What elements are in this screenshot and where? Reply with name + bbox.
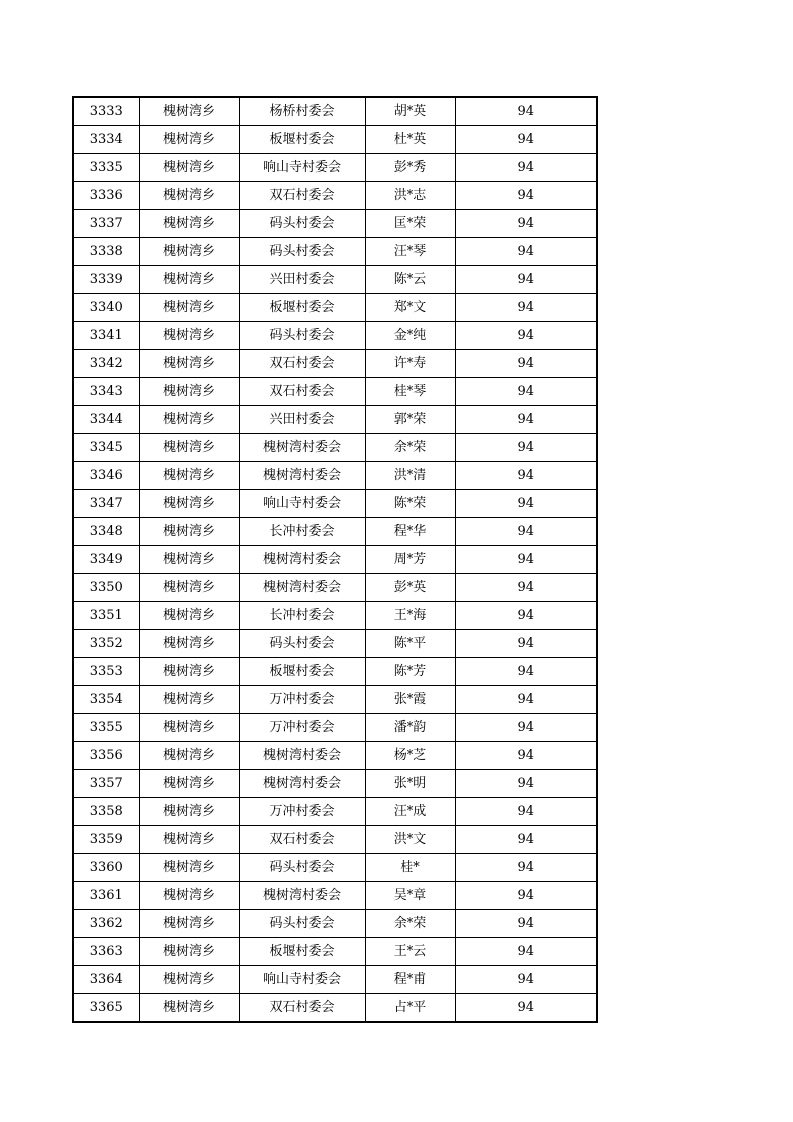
village-committee-cell: 万冲村委会 bbox=[239, 686, 365, 714]
score-cell: 94 bbox=[455, 770, 597, 798]
score-cell: 94 bbox=[455, 126, 597, 154]
score-cell: 94 bbox=[455, 798, 597, 826]
table-row bbox=[73, 966, 597, 994]
township-cell: 槐树湾乡 bbox=[139, 938, 239, 966]
township-cell: 槐树湾乡 bbox=[139, 182, 239, 210]
village-committee-cell: 万冲村委会 bbox=[239, 714, 365, 742]
township-cell: 槐树湾乡 bbox=[139, 602, 239, 630]
table-row bbox=[73, 294, 597, 322]
row-number-cell: 3344 bbox=[73, 406, 139, 434]
township-cell: 槐树湾乡 bbox=[139, 910, 239, 938]
village-committee-cell: 响山寺村委会 bbox=[239, 490, 365, 518]
table-row bbox=[73, 182, 597, 210]
person-name-cell: 陈*芳 bbox=[365, 658, 455, 686]
row-number-cell: 3352 bbox=[73, 630, 139, 658]
township-cell: 槐树湾乡 bbox=[139, 630, 239, 658]
table-row bbox=[73, 238, 597, 266]
row-number-cell: 3340 bbox=[73, 294, 139, 322]
village-committee-cell: 槐树湾村委会 bbox=[239, 770, 365, 798]
table-row bbox=[73, 322, 597, 350]
table-row bbox=[73, 154, 597, 182]
village-committee-cell: 码头村委会 bbox=[239, 210, 365, 238]
score-cell: 94 bbox=[455, 742, 597, 770]
person-name-cell: 金*纯 bbox=[365, 322, 455, 350]
village-committee-cell: 响山寺村委会 bbox=[239, 966, 365, 994]
village-committee-cell: 槐树湾村委会 bbox=[239, 574, 365, 602]
township-cell: 槐树湾乡 bbox=[139, 238, 239, 266]
village-committee-cell: 码头村委会 bbox=[239, 854, 365, 882]
table-row bbox=[73, 574, 597, 602]
table-row bbox=[73, 910, 597, 938]
person-name-cell: 匡*荣 bbox=[365, 210, 455, 238]
table-row bbox=[73, 994, 597, 1023]
township-cell: 槐树湾乡 bbox=[139, 966, 239, 994]
township-cell: 槐树湾乡 bbox=[139, 378, 239, 406]
row-number-cell: 3357 bbox=[73, 770, 139, 798]
table-row bbox=[73, 266, 597, 294]
table-row bbox=[73, 658, 597, 686]
township-cell: 槐树湾乡 bbox=[139, 574, 239, 602]
table-row bbox=[73, 602, 597, 630]
person-name-cell: 王*海 bbox=[365, 602, 455, 630]
row-number-cell: 3342 bbox=[73, 350, 139, 378]
roster-table bbox=[72, 96, 598, 1023]
score-cell: 94 bbox=[455, 490, 597, 518]
person-name-cell: 程*华 bbox=[365, 518, 455, 546]
table-row bbox=[73, 798, 597, 826]
township-cell: 槐树湾乡 bbox=[139, 406, 239, 434]
village-committee-cell: 万冲村委会 bbox=[239, 798, 365, 826]
village-committee-cell: 板堰村委会 bbox=[239, 126, 365, 154]
person-name-cell: 陈*云 bbox=[365, 266, 455, 294]
score-cell: 94 bbox=[455, 714, 597, 742]
person-name-cell: 洪*文 bbox=[365, 826, 455, 854]
score-cell: 94 bbox=[455, 97, 597, 126]
village-committee-cell: 板堰村委会 bbox=[239, 658, 365, 686]
table-row bbox=[73, 462, 597, 490]
village-committee-cell: 板堰村委会 bbox=[239, 938, 365, 966]
township-cell: 槐树湾乡 bbox=[139, 518, 239, 546]
township-cell: 槐树湾乡 bbox=[139, 462, 239, 490]
row-number-cell: 3365 bbox=[73, 994, 139, 1023]
table-row bbox=[73, 770, 597, 798]
row-number-cell: 3343 bbox=[73, 378, 139, 406]
score-cell: 94 bbox=[455, 518, 597, 546]
row-number-cell: 3334 bbox=[73, 126, 139, 154]
township-cell: 槐树湾乡 bbox=[139, 994, 239, 1023]
score-cell: 94 bbox=[455, 182, 597, 210]
score-cell: 94 bbox=[455, 966, 597, 994]
person-name-cell: 汪*琴 bbox=[365, 238, 455, 266]
table-row bbox=[73, 938, 597, 966]
table-row bbox=[73, 546, 597, 574]
township-cell: 槐树湾乡 bbox=[139, 686, 239, 714]
township-cell: 槐树湾乡 bbox=[139, 210, 239, 238]
village-committee-cell: 响山寺村委会 bbox=[239, 154, 365, 182]
score-cell: 94 bbox=[455, 322, 597, 350]
row-number-cell: 3333 bbox=[73, 97, 139, 126]
score-cell: 94 bbox=[455, 210, 597, 238]
village-committee-cell: 板堰村委会 bbox=[239, 294, 365, 322]
table-row bbox=[73, 378, 597, 406]
table-row bbox=[73, 826, 597, 854]
township-cell: 槐树湾乡 bbox=[139, 798, 239, 826]
row-number-cell: 3353 bbox=[73, 658, 139, 686]
person-name-cell: 许*寿 bbox=[365, 350, 455, 378]
village-committee-cell: 槐树湾村委会 bbox=[239, 742, 365, 770]
row-number-cell: 3346 bbox=[73, 462, 139, 490]
row-number-cell: 3361 bbox=[73, 882, 139, 910]
township-cell: 槐树湾乡 bbox=[139, 546, 239, 574]
person-name-cell: 占*平 bbox=[365, 994, 455, 1023]
table-row bbox=[73, 126, 597, 154]
person-name-cell: 杜*英 bbox=[365, 126, 455, 154]
township-cell: 槐树湾乡 bbox=[139, 322, 239, 350]
village-committee-cell: 杨桥村委会 bbox=[239, 97, 365, 126]
row-number-cell: 3336 bbox=[73, 182, 139, 210]
village-committee-cell: 双石村委会 bbox=[239, 994, 365, 1023]
person-name-cell: 余*荣 bbox=[365, 910, 455, 938]
score-cell: 94 bbox=[455, 994, 597, 1023]
village-committee-cell: 双石村委会 bbox=[239, 378, 365, 406]
score-cell: 94 bbox=[455, 266, 597, 294]
table-row bbox=[73, 210, 597, 238]
person-name-cell: 胡*英 bbox=[365, 97, 455, 126]
row-number-cell: 3358 bbox=[73, 798, 139, 826]
score-cell: 94 bbox=[455, 462, 597, 490]
township-cell: 槐树湾乡 bbox=[139, 434, 239, 462]
person-name-cell: 潘*韵 bbox=[365, 714, 455, 742]
roster-table-container bbox=[72, 96, 598, 1023]
roster-table-body bbox=[73, 97, 597, 1022]
person-name-cell: 陈*平 bbox=[365, 630, 455, 658]
village-committee-cell: 双石村委会 bbox=[239, 350, 365, 378]
table-row bbox=[73, 630, 597, 658]
table-row bbox=[73, 434, 597, 462]
table-row bbox=[73, 742, 597, 770]
township-cell: 槐树湾乡 bbox=[139, 854, 239, 882]
score-cell: 94 bbox=[455, 630, 597, 658]
score-cell: 94 bbox=[455, 938, 597, 966]
township-cell: 槐树湾乡 bbox=[139, 742, 239, 770]
row-number-cell: 3339 bbox=[73, 266, 139, 294]
person-name-cell: 周*芳 bbox=[365, 546, 455, 574]
table-row bbox=[73, 686, 597, 714]
score-cell: 94 bbox=[455, 434, 597, 462]
row-number-cell: 3337 bbox=[73, 210, 139, 238]
score-cell: 94 bbox=[455, 882, 597, 910]
township-cell: 槐树湾乡 bbox=[139, 97, 239, 126]
table-row bbox=[73, 97, 597, 126]
row-number-cell: 3354 bbox=[73, 686, 139, 714]
score-cell: 94 bbox=[455, 686, 597, 714]
village-committee-cell: 码头村委会 bbox=[239, 322, 365, 350]
village-committee-cell: 槐树湾村委会 bbox=[239, 462, 365, 490]
row-number-cell: 3345 bbox=[73, 434, 139, 462]
row-number-cell: 3338 bbox=[73, 238, 139, 266]
township-cell: 槐树湾乡 bbox=[139, 658, 239, 686]
score-cell: 94 bbox=[455, 238, 597, 266]
score-cell: 94 bbox=[455, 910, 597, 938]
row-number-cell: 3341 bbox=[73, 322, 139, 350]
person-name-cell: 郭*荣 bbox=[365, 406, 455, 434]
table-row bbox=[73, 714, 597, 742]
township-cell: 槐树湾乡 bbox=[139, 770, 239, 798]
person-name-cell: 洪*清 bbox=[365, 462, 455, 490]
row-number-cell: 3335 bbox=[73, 154, 139, 182]
row-number-cell: 3355 bbox=[73, 714, 139, 742]
township-cell: 槐树湾乡 bbox=[139, 126, 239, 154]
person-name-cell: 杨*芝 bbox=[365, 742, 455, 770]
township-cell: 槐树湾乡 bbox=[139, 490, 239, 518]
score-cell: 94 bbox=[455, 294, 597, 322]
row-number-cell: 3349 bbox=[73, 546, 139, 574]
person-name-cell: 张*明 bbox=[365, 770, 455, 798]
township-cell: 槐树湾乡 bbox=[139, 350, 239, 378]
township-cell: 槐树湾乡 bbox=[139, 714, 239, 742]
village-committee-cell: 兴田村委会 bbox=[239, 406, 365, 434]
person-name-cell: 汪*成 bbox=[365, 798, 455, 826]
person-name-cell: 余*荣 bbox=[365, 434, 455, 462]
person-name-cell: 彭*秀 bbox=[365, 154, 455, 182]
village-committee-cell: 槐树湾村委会 bbox=[239, 434, 365, 462]
person-name-cell: 桂*琴 bbox=[365, 378, 455, 406]
row-number-cell: 3356 bbox=[73, 742, 139, 770]
person-name-cell: 郑*文 bbox=[365, 294, 455, 322]
village-committee-cell: 槐树湾村委会 bbox=[239, 546, 365, 574]
township-cell: 槐树湾乡 bbox=[139, 294, 239, 322]
person-name-cell: 王*云 bbox=[365, 938, 455, 966]
score-cell: 94 bbox=[455, 406, 597, 434]
person-name-cell: 桂* bbox=[365, 854, 455, 882]
row-number-cell: 3359 bbox=[73, 826, 139, 854]
score-cell: 94 bbox=[455, 658, 597, 686]
table-row bbox=[73, 350, 597, 378]
village-committee-cell: 兴田村委会 bbox=[239, 266, 365, 294]
table-row bbox=[73, 882, 597, 910]
row-number-cell: 3363 bbox=[73, 938, 139, 966]
township-cell: 槐树湾乡 bbox=[139, 154, 239, 182]
village-committee-cell: 双石村委会 bbox=[239, 826, 365, 854]
township-cell: 槐树湾乡 bbox=[139, 826, 239, 854]
score-cell: 94 bbox=[455, 350, 597, 378]
row-number-cell: 3364 bbox=[73, 966, 139, 994]
table-row bbox=[73, 490, 597, 518]
row-number-cell: 3350 bbox=[73, 574, 139, 602]
table-row bbox=[73, 406, 597, 434]
score-cell: 94 bbox=[455, 602, 597, 630]
village-committee-cell: 双石村委会 bbox=[239, 182, 365, 210]
score-cell: 94 bbox=[455, 154, 597, 182]
person-name-cell: 洪*志 bbox=[365, 182, 455, 210]
person-name-cell: 张*霞 bbox=[365, 686, 455, 714]
row-number-cell: 3351 bbox=[73, 602, 139, 630]
row-number-cell: 3362 bbox=[73, 910, 139, 938]
score-cell: 94 bbox=[455, 378, 597, 406]
township-cell: 槐树湾乡 bbox=[139, 266, 239, 294]
village-committee-cell: 长冲村委会 bbox=[239, 518, 365, 546]
score-cell: 94 bbox=[455, 546, 597, 574]
village-committee-cell: 码头村委会 bbox=[239, 910, 365, 938]
person-name-cell: 吴*章 bbox=[365, 882, 455, 910]
person-name-cell: 程*甫 bbox=[365, 966, 455, 994]
village-committee-cell: 长冲村委会 bbox=[239, 602, 365, 630]
score-cell: 94 bbox=[455, 826, 597, 854]
person-name-cell: 彭*英 bbox=[365, 574, 455, 602]
table-row bbox=[73, 854, 597, 882]
village-committee-cell: 码头村委会 bbox=[239, 630, 365, 658]
row-number-cell: 3348 bbox=[73, 518, 139, 546]
row-number-cell: 3360 bbox=[73, 854, 139, 882]
person-name-cell: 陈*荣 bbox=[365, 490, 455, 518]
score-cell: 94 bbox=[455, 854, 597, 882]
village-committee-cell: 码头村委会 bbox=[239, 238, 365, 266]
township-cell: 槐树湾乡 bbox=[139, 882, 239, 910]
village-committee-cell: 槐树湾村委会 bbox=[239, 882, 365, 910]
score-cell: 94 bbox=[455, 574, 597, 602]
table-row bbox=[73, 518, 597, 546]
row-number-cell: 3347 bbox=[73, 490, 139, 518]
